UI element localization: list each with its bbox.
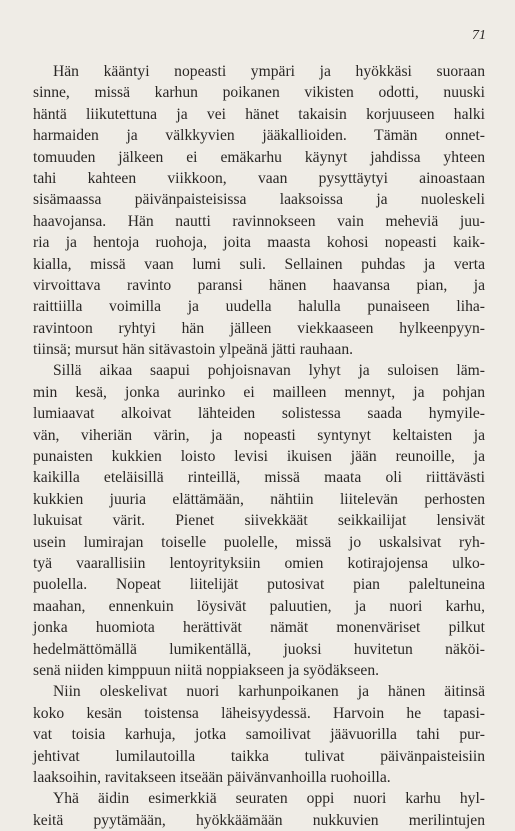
text-line: tomuuden jälkeen ei emäkarhu käynyt jahdissa yhteen [33,148,485,166]
text-line: koko kesän toistensa läheisyydessä. Harvoin he tapasi- [33,704,485,722]
text-line: tahi kahteen viikkoon, vaan pysyttäytyi ainoastaan [33,169,485,187]
text-line: lukuisat värit. Pienet siivekkäät seikkailijat lensivät [33,512,485,530]
text-line: ravintoon ryhtyi hän jälleen viekkaaseen hylkeenpyyn- [33,319,485,337]
text-line: punaisten kukkien loisto levisi ikuisen jään reunoille, ja [33,448,485,466]
text-line: vän, viheriän värin, ja nopeasti syntynyt keltaisten ja [33,426,485,444]
text-line: keitä pyytämään, hyökkäämään nukkuvien merilintujen [33,811,485,829]
text-line: hedelmättömällä lumikentällä, juoksi huvitetun näköi- [33,640,485,658]
text-line: Hän kääntyi nopeasti ympäri ja hyökkäsi suoraan [53,63,485,80]
text-line: senä niiden kimppuun niitä noppiakseen ja syödäkseen. [33,661,380,679]
text-line: Yhä äidin esimerkkiä seuraten oppi nuori karhu hyl- [53,790,485,808]
text-line: puolella. Nopeat liitelijät putosivat pian paleltuneina [33,576,485,594]
body-text [33,61,485,831]
page-number: 71 [472,28,486,43]
text-line: jonka huomiota herättivät nämät monenväriset pilkut [33,619,485,637]
text-line: harmaiden ja välkkyvien jääkallioiden. Tämän onnet- [33,127,485,145]
text-line: raittiilla voimilla ja uudella halulla punaiseen liha- [33,298,485,316]
text-line: usein lumirajan toiselle puolelle, missä jo uskalsivat ryh- [33,533,485,551]
text-line: virvoittava ravinto paransi hänen haavansa pian, ja [33,276,485,294]
text-line: min kesä, jonka aurinko ei mailleen mennyt, ja pohjan [33,383,485,401]
text-line: häntä liikutettuna ja vei hänet takaisin korjuuseen halki [33,105,485,123]
text-line: tiinsä; mursut hän sitävastoin ylpeänä jätti rauhaan. [33,341,354,359]
text-line: kukkien juuria elättämään, nähtiin liitelevän perhosten [33,490,485,508]
text-line: kialla, missä vaan lumi suli. Sellainen puhdas ja verta [33,255,485,273]
text-line: haavojansa. Hän nautti ravinnokseen vain meheviä juu- [33,212,485,230]
text-line: tyä vaarallisiin lentoyrityksiin omien kotirajojensa ulko- [33,554,485,572]
text-line: maahan, ennenkuin löysivät paluutien, ja nuori karhu, [33,597,485,615]
text-line: sisämaassa päivänpaisteisissa laaksoissa ja nuoleskeli [33,191,485,209]
text-line: sinne, missä karhun poikanen vikisten odotti, nuuski [33,84,485,102]
text-line: laaksoihin, ravitakseen itseään päivänvanhoilla ruohoilla. [33,768,391,786]
text-line: vat toisia karhuja, jotka samoilivat jäävuorilla tahi pur- [33,726,485,744]
text-line: jehtivat lumilautoilla taikka tulivat päivänpaisteisiin [33,747,485,765]
text-line: kaikilla eteläisillä rinteillä, missä maata oli riittävästi [33,469,485,487]
text-line: lumiaavat alkoivat lähteiden solistessa saada hymyile- [33,405,485,423]
text-line: Sillä aikaa saapui pohjoisnavan lyhyt ja suloisen läm- [53,362,485,380]
text-line: ria ja hentoja ruohoja, joita maasta kohosi nopeasti kaik- [33,234,485,252]
text-line: Niin oleskelivat nuori karhunpoikanen ja hänen äitinsä [53,683,485,701]
